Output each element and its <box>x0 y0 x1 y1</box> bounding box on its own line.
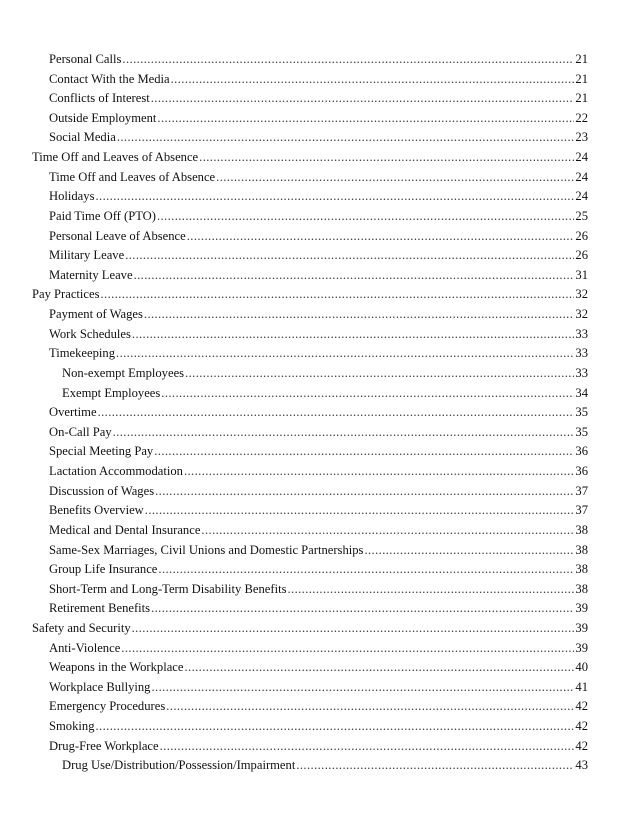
dot-leader <box>160 737 575 755</box>
dot-leader <box>154 442 574 460</box>
toc-entry[interactable] <box>49 207 588 225</box>
toc-section-entry[interactable] <box>32 619 588 637</box>
toc-entry-page-number: 21 <box>575 52 588 66</box>
toc-entry-title: Conflicts of Interest <box>49 91 150 106</box>
toc-entry-page-number: 33 <box>575 346 588 361</box>
dot-leader <box>95 187 574 205</box>
toc-entry-page-number: 31 <box>575 267 588 282</box>
toc-entry-title: Drug Use/Distribution/Possession/Impairment <box>62 758 296 773</box>
toc-entry[interactable] <box>49 423 588 441</box>
toc-entry-title: Paid Time Off (PTO) <box>49 208 156 223</box>
dot-leader <box>144 305 575 323</box>
dot-leader <box>199 148 574 166</box>
toc-entry[interactable] <box>62 756 588 774</box>
toc-entry[interactable] <box>49 717 588 735</box>
dot-leader <box>364 541 574 559</box>
toc-entry-title: Non-exempt Employees <box>62 365 185 380</box>
toc-entry[interactable] <box>62 364 588 382</box>
toc-entry[interactable] <box>49 541 588 559</box>
dot-leader <box>171 70 575 88</box>
toc-entry[interactable] <box>49 168 588 186</box>
toc-entry-title: Anti-Violence <box>49 640 121 655</box>
toc-entry[interactable] <box>49 678 588 696</box>
dot-leader <box>151 89 575 107</box>
toc-entry-title: Payment of Wages <box>49 307 143 322</box>
dot-leader <box>145 501 575 519</box>
toc-entry-page-number: 42 <box>575 738 588 753</box>
toc-entry-page-number: 39 <box>575 601 588 616</box>
toc-entry-title: Work Schedules <box>49 326 131 341</box>
toc-entry-title: Time Off and Leaves of Absence <box>49 169 216 184</box>
toc-entry-title: Medical and Dental Insurance <box>49 522 201 537</box>
toc-entry[interactable] <box>49 580 588 598</box>
toc-entry-page-number: 35 <box>575 405 588 420</box>
dot-leader <box>116 344 574 362</box>
toc-entry-page-number: 24 <box>575 189 588 204</box>
toc-entry[interactable] <box>49 187 588 205</box>
toc-entry[interactable] <box>49 50 588 68</box>
toc-entry[interactable] <box>49 442 588 460</box>
dot-leader <box>201 521 574 539</box>
toc-entry-page-number: 41 <box>575 679 588 694</box>
toc-entry-title: Maternity Leave <box>49 267 133 282</box>
dot-leader <box>117 128 575 146</box>
toc-entry-page-number: 37 <box>575 483 588 498</box>
toc-entry-page-number: 21 <box>575 91 588 106</box>
toc-section-entry[interactable] <box>32 285 588 303</box>
toc-entry-title: Outside Employment <box>49 110 157 125</box>
toc-entry-title: Discussion of Wages <box>49 483 155 498</box>
toc-section-entry[interactable] <box>32 148 588 166</box>
toc-entry-title: Emergency Procedures <box>49 699 166 714</box>
toc-entry-page-number: 43 <box>575 758 588 773</box>
toc-entry-title: Contact With the Media <box>49 71 170 86</box>
toc-entry[interactable] <box>49 266 588 284</box>
toc-entry-title: Personal Leave of Absence <box>49 228 186 243</box>
toc-entry-title: Lactation Accommodation <box>49 464 183 479</box>
toc-entry-page-number: 36 <box>575 444 588 459</box>
dot-leader <box>184 658 574 676</box>
toc-entry-title: Special Meeting Pay <box>49 444 154 459</box>
toc-entry-page-number: 38 <box>575 542 588 557</box>
toc-entry[interactable] <box>49 70 588 88</box>
toc-entry-page-number: 38 <box>575 581 588 596</box>
dot-leader <box>134 266 575 284</box>
toc-entry-page-number: 21 <box>575 71 588 86</box>
toc-entry[interactable] <box>49 737 588 755</box>
toc-entry-page-number: 38 <box>575 522 588 537</box>
toc-entry-title: Holidays <box>49 189 95 204</box>
toc-entry-title: Time Off and Leaves of Absence <box>32 150 199 165</box>
toc-entry[interactable] <box>49 501 588 519</box>
toc-entry-title: Benefits Overview <box>49 503 144 518</box>
toc-entry[interactable] <box>49 246 588 264</box>
toc-entry-page-number: 25 <box>575 208 588 223</box>
dot-leader <box>185 364 574 382</box>
toc-entry-title: On-Call Pay <box>49 424 112 439</box>
toc-entry-title: Overtime <box>49 405 97 420</box>
toc-entry-title: Retirement Benefits <box>49 601 151 616</box>
toc-entry[interactable] <box>49 560 588 578</box>
toc-entry-page-number: 42 <box>575 719 588 734</box>
dot-leader <box>132 325 575 343</box>
toc-entry-page-number: 24 <box>575 150 588 165</box>
dot-leader <box>101 285 575 303</box>
toc-entry[interactable] <box>49 89 588 107</box>
toc-entry-page-number: 33 <box>575 326 588 341</box>
toc-entry-title: Timekeeping <box>49 346 116 361</box>
dot-leader <box>113 423 575 441</box>
toc-entry-page-number: 37 <box>575 503 588 518</box>
toc-entry-title: Personal Calls <box>49 52 122 66</box>
toc-entry[interactable] <box>49 227 588 245</box>
dot-leader <box>158 560 574 578</box>
toc-entry[interactable] <box>49 325 588 343</box>
toc-entry[interactable] <box>49 521 588 539</box>
dot-leader <box>157 207 574 225</box>
dot-leader <box>151 678 574 696</box>
dot-leader <box>166 697 574 715</box>
toc-entry[interactable] <box>49 128 588 146</box>
dot-leader <box>121 639 574 657</box>
dot-leader <box>157 109 574 127</box>
toc-entry-title: Short-Term and Long-Term Disability Benefits <box>49 581 287 596</box>
dot-leader <box>96 717 575 735</box>
toc-entry-title: Workplace Bullying <box>49 679 151 694</box>
toc-entry-page-number: 34 <box>575 385 588 400</box>
toc-entry-title: Safety and Security <box>32 620 131 635</box>
toc-entry[interactable] <box>49 639 588 657</box>
toc-entry-page-number: 26 <box>575 248 588 263</box>
toc-entry-page-number: 24 <box>575 169 588 184</box>
toc-entry-title: Smoking <box>49 719 95 734</box>
dot-leader <box>216 168 574 186</box>
dot-leader <box>287 580 574 598</box>
dot-leader <box>122 50 574 68</box>
dot-leader <box>296 756 574 774</box>
toc-entry[interactable] <box>49 109 588 127</box>
toc-entry[interactable] <box>49 462 588 480</box>
dot-leader <box>98 403 575 421</box>
toc-entry-page-number: 36 <box>575 464 588 479</box>
toc-entry[interactable] <box>49 344 588 362</box>
dot-leader <box>132 619 575 637</box>
toc-entry-page-number: 40 <box>575 660 588 675</box>
toc-entry[interactable] <box>49 482 588 500</box>
toc-entry[interactable] <box>49 658 588 676</box>
toc-entry-title: Group Life Insurance <box>49 562 158 577</box>
toc-entry-page-number: 35 <box>575 424 588 439</box>
toc-entry[interactable] <box>62 384 588 402</box>
dot-leader <box>125 246 574 264</box>
toc-entry-page-number: 39 <box>575 620 588 635</box>
dot-leader <box>187 227 575 245</box>
toc-entry-page-number: 33 <box>575 365 588 380</box>
toc-entry-page-number: 32 <box>575 287 588 302</box>
dot-leader <box>161 384 574 402</box>
toc-entry[interactable] <box>49 403 588 421</box>
toc-entry-page-number: 38 <box>575 562 588 577</box>
toc-entry-title: Weapons in the Workplace <box>49 660 184 675</box>
toc-entry-page-number: 42 <box>575 699 588 714</box>
toc-entry[interactable] <box>49 599 588 617</box>
toc-entry-page-number: 23 <box>575 130 588 145</box>
toc-entry[interactable] <box>49 305 588 323</box>
dot-leader <box>184 462 574 480</box>
toc-entry-title: Same-Sex Marriages, Civil Unions and Domestic Partnerships <box>49 542 364 557</box>
toc-entry-page-number: 22 <box>575 110 588 125</box>
dot-leader <box>151 599 574 617</box>
toc-entry-title: Exempt Employees <box>62 385 161 400</box>
toc-entry-title: Pay Practices <box>32 287 100 302</box>
toc-entry-title: Military Leave <box>49 248 125 263</box>
toc-entry-title: Social Media <box>49 130 116 145</box>
toc-entry-page-number: 39 <box>575 640 588 655</box>
toc-entry-page-number: 32 <box>575 307 588 322</box>
toc-entry-page-number: 26 <box>575 228 588 243</box>
toc-entry-title: Drug-Free Workplace <box>49 738 159 753</box>
toc-entry[interactable] <box>49 697 588 715</box>
dot-leader <box>155 482 574 500</box>
